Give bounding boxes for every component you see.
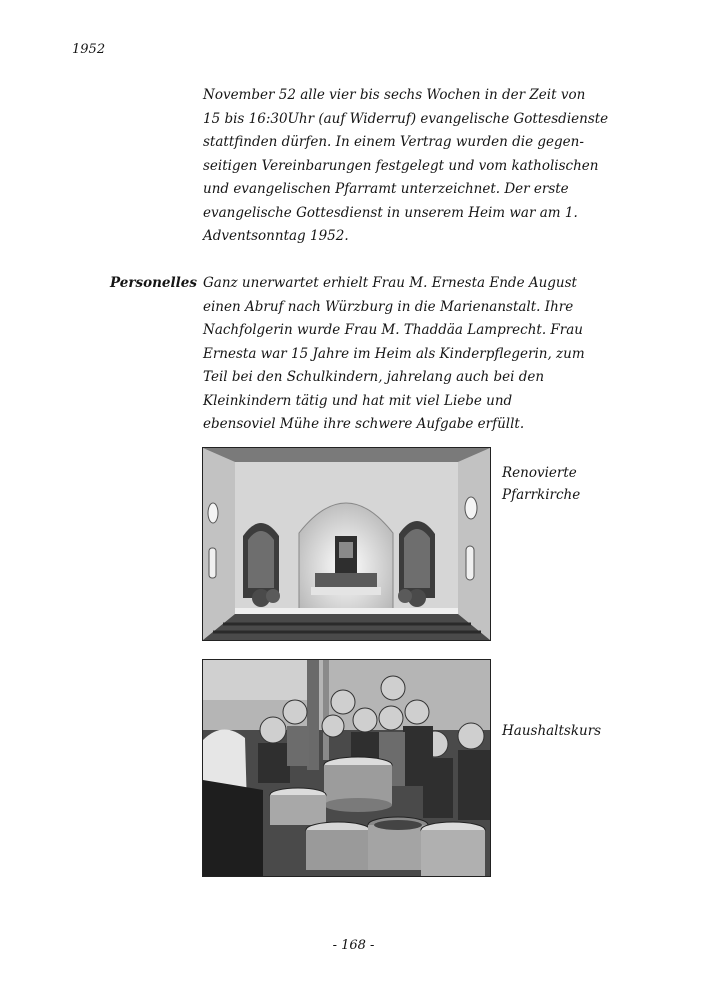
photo-household-course <box>202 659 491 877</box>
paragraph-personnel <box>203 272 633 437</box>
text-line: November 52 alle vier bis sechs Wochen in der Zeit von <box>203 87 586 103</box>
text-line: Ernesta war 15 Jahre im Heim als Kinderpflegerin, zum <box>203 345 585 362</box>
text-line: stattfinden dürfen. In einem Vertrag wurden die gegen- <box>203 134 584 150</box>
text-line: Adventsonntag 1952. <box>203 228 349 244</box>
page-number: - 168 - <box>332 938 375 953</box>
caption-line: Haushaltskurs <box>502 723 602 739</box>
text-line: ebensoviel Mühe ihre schwere Aufgabe erfüllt. <box>203 416 525 432</box>
caption-household-course <box>502 720 601 742</box>
text-line: Kleinkindern tätig und hat mit viel Liebe und <box>203 392 513 409</box>
caption-church <box>502 462 580 506</box>
photo-renovated-church <box>202 447 491 641</box>
page-year: 1952 <box>72 42 106 57</box>
caption-line: Pfarrkirche <box>502 487 581 503</box>
church-illustration <box>203 448 490 640</box>
text-line: Teil bei den Schulkindern, jahrelang auch bei den <box>203 369 545 385</box>
text-line: Ganz unerwartet erhielt Frau M. Ernesta Ende August <box>203 275 577 291</box>
text-line: und evangelischen Pfarramt unterzeichnet. Der erste <box>203 181 569 197</box>
text-line: seitigen Vereinbarungen festgelegt und vom katholischen <box>203 157 599 174</box>
caption-line: Renovierte <box>502 465 577 481</box>
paragraph-protestant-services <box>203 84 633 249</box>
margin-heading-personelles: Personelles <box>110 275 197 291</box>
kitchen-illustration <box>203 660 490 876</box>
text-line: einen Abruf nach Würzburg in die Marienanstalt. Ihre <box>203 298 574 315</box>
text-line: evangelische Gottesdienst in unserem Heim war am 1. <box>203 204 578 221</box>
text-line: Nachfolgerin wurde Frau M. Thaddäa Lamprecht. Frau <box>203 322 583 338</box>
text-line: 15 bis 16:30Uhr (auf Widerruf) evangelische Gottesdienste <box>203 110 609 127</box>
